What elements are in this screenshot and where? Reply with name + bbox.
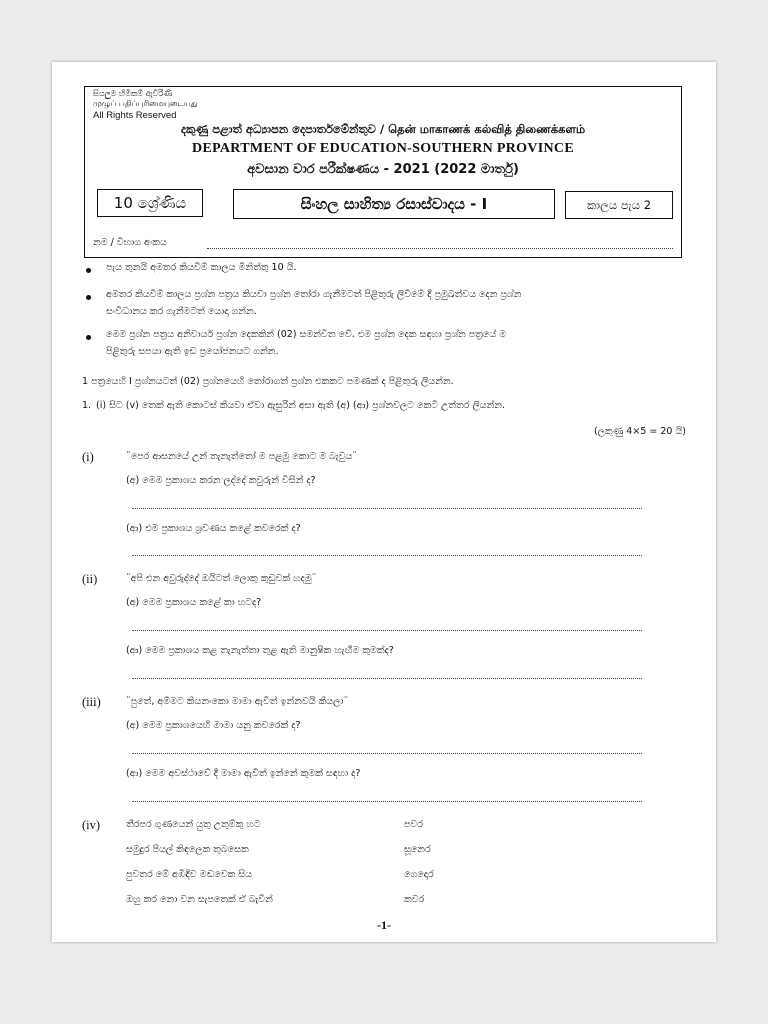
copyright-english: All Rights Reserved xyxy=(93,110,177,121)
part-i-question-b: (ආ) එම ප්‍රකාශය ශ්‍රවණය කළේ කවරෙක් ද? xyxy=(126,523,301,534)
part-i-answer-a-line[interactable] xyxy=(132,508,642,509)
instruction-3: මෙම ප්‍රශ්න පත්‍රය අනිවාර්ය ප්‍රශ්න දෙකකින් (02) සමන්විත වේ. එම ප්‍රශ්න දෙක සඳහා ප්‍රශ්න පත්‍රයේ ම xyxy=(106,329,507,340)
part-ii-quote: ¨අපි එන අවුරුද්දේ ඔයිටත් ලොකු කුඩුවක් හදමු¨ xyxy=(126,573,317,584)
part-i-quote: ¨පෙර ආසනයේ උන් තැනැත්තෝ ම පළමු කොට ම බැවුය¨ xyxy=(126,451,358,462)
name-answer-line[interactable] xyxy=(207,248,673,249)
bullet-icon xyxy=(86,335,91,340)
part-i-question-a: (අ) මෙම ප්‍රකාශය කරන ලද්දේ කවුරුන් විසින් ද? xyxy=(126,475,316,486)
exam-header xyxy=(84,86,682,258)
verse-line-3: පුවතර මේ අඹිඳිව මඬවෙක සිය xyxy=(126,869,253,880)
part-ii-question-b: (ආ) මෙම ප්‍රකාශය කළ තැනැත්තා තුළ ඇති මානුෂික හැඟීම කුමක්ද? xyxy=(126,645,394,656)
part-i-number: (i) xyxy=(82,450,94,464)
verse-word-4: කවර xyxy=(404,894,425,905)
bullet-icon xyxy=(86,268,91,273)
verse-word-2: සූනෙර xyxy=(404,844,431,855)
instruction-2: අමතර කියවීම් කාලය ප්‍රශ්න පත්‍රය කියවා ප්‍රශ්න තෝරා ගැනීමටත් පිළිතුරු ලිවීමේ දී ප්‍රමුඛත්වය දෙන ප්‍රශ්න xyxy=(106,289,522,300)
question-1-text: (i) සිට (v) තෙක් ඇති කොටස් කියවා ඒවා ඇසුරින් අසා ඇති (අ) (ආ) ප්‍රශ්නවලට කෙටි උත්තර ලියන්න. xyxy=(96,400,505,411)
instruction-3-cont: පිළිතුරු සපයා ඇති ඉඩ ප්‍රයෝජනයට ගන්න. xyxy=(106,346,279,357)
part-iii-answer-b-line[interactable] xyxy=(132,801,642,802)
part-ii-answer-b-line[interactable] xyxy=(132,678,642,679)
part-iii-number: (iii) xyxy=(82,695,101,709)
part-iii-answer-a-line[interactable] xyxy=(132,753,642,754)
part-iv-number: (iv) xyxy=(82,818,101,832)
part-ii-answer-a-line[interactable] xyxy=(132,630,642,631)
verse-line-1: තීරපර ගුණයෙන් යුතු උතුම්කු හට xyxy=(126,819,261,830)
bullet-icon xyxy=(86,295,91,300)
verse-word-3: ගෙදොර xyxy=(404,869,434,880)
instruction-2-cont: සංවිධානය කර ගැනීමටත් යොදා ගන්න. xyxy=(106,306,257,317)
part-ii-question-a: (අ) මෙම ප්‍රකාශය කළේ කා හටද? xyxy=(126,597,262,608)
copyright-tamil: முழுப் பதிப்புரிமையுடையது xyxy=(93,99,198,108)
verse-word-1: පවර xyxy=(404,819,424,830)
instruction-1: පැය තුනයි අමතර කියවීම් කාලය මිනිත්තු 10 යි. xyxy=(106,262,297,273)
verse-line-2: සමුදුර පියල් කිඳලෙක තුබසෙක xyxy=(126,844,249,855)
exam-title: අවසාන වාර පරීක්ෂණය - 2021 (2022 මාර්තු) xyxy=(247,162,519,177)
verse-line-4: ඔහු කර නො වන සැපතෙක් ඒ බැවින් xyxy=(126,894,273,905)
part-iii-question-b: (ආ) මෙම අවස්ථාවේ දී මාමා ඇවිත් ඉන්නේ කුමක් සඳහා ද? xyxy=(126,768,361,779)
part-iii-quote: ¨පුතේ, අම්මට කියනංකො මාමා ඇවිත් ඉන්නවයි කියලා¨ xyxy=(126,696,349,707)
question-1-marks: (ලකුණු 4×5 = 20 යි) xyxy=(593,426,686,437)
page-number: -1- xyxy=(377,918,391,932)
question-1-number: 1. xyxy=(82,400,92,411)
copyright-sinhala: සියලුම හිමිකම් ඇවිරිණි xyxy=(93,89,173,98)
department-name-english: DEPARTMENT OF EDUCATION-SOUTHERN PROVINCE xyxy=(192,141,574,156)
department-name-sinhala-tamil: දකුණු පළාත් අධ්‍යාපන දෙපාර්තමේන්තුව / தென் மாகாணக் கல்வித் திணைக்களம் xyxy=(180,122,586,136)
name-label: නම / විභාග අංකය xyxy=(93,237,167,248)
part-i-answer-b-line[interactable] xyxy=(132,555,642,556)
subject-box: සිංහල සාහිත්‍ය රසාස්වාදය - I xyxy=(233,189,555,219)
answer-note: 1 පත්‍රයෙහි I ප්‍රශ්නයටත් (02) ප්‍රශ්නයෙහි තෝරාගත් ප්‍රශ්න එකකට පමණක් ද පිළිතුරු ලියන්න. xyxy=(82,376,454,387)
exam-page xyxy=(52,62,716,942)
time-box: කාලය පැය 2 xyxy=(565,191,673,219)
grade-box: 10 ශ්‍රේණිය xyxy=(97,189,203,217)
part-ii-number: (ii) xyxy=(82,572,98,586)
part-iii-question-a: (අ) මෙම ප්‍රකාශයෙහි මාමා යනු කවරෙක් ද? xyxy=(126,720,301,731)
